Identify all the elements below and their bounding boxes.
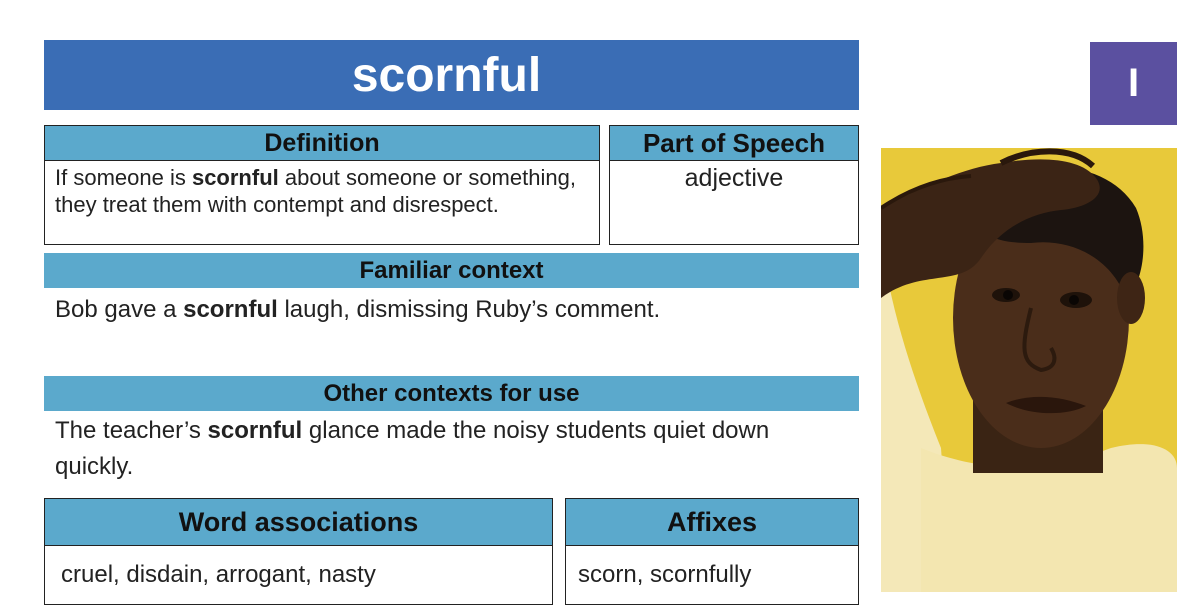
familiar-context-header xyxy=(44,253,859,288)
word-associations-value: cruel, disdain, arrogant, nasty xyxy=(61,561,376,588)
other-contexts-pre: The teacher’s xyxy=(55,417,208,444)
affixes-value: scorn, scornfully xyxy=(578,561,752,588)
familiar-context-label: Familiar context xyxy=(359,256,544,284)
familiar-context-pre: Bob gave a xyxy=(55,296,184,323)
other-contexts-keyword: scornful xyxy=(207,417,303,444)
portrait-photo xyxy=(881,148,1177,592)
definition-keyword: scornful xyxy=(191,165,279,190)
badge-letter: I xyxy=(1127,61,1140,105)
affixes-box xyxy=(565,545,859,605)
other-contexts-sentence xyxy=(55,413,845,485)
other-contexts-header xyxy=(44,376,859,411)
other-contexts-post: glance made the noisy students quiet down quickly. xyxy=(55,417,770,480)
definition-text-pre: If someone is xyxy=(55,165,192,190)
definition-box xyxy=(44,160,600,245)
familiar-context-sentence xyxy=(55,296,855,324)
word-associations-label: Word associations xyxy=(178,506,419,537)
word-title-banner xyxy=(44,40,859,110)
part-of-speech-header xyxy=(609,125,859,161)
definition-label: Definition xyxy=(264,128,380,157)
definition-text-post: about someone or something, they treat them with contempt and disrespect. xyxy=(55,165,576,217)
part-of-speech-label: Part of Speech xyxy=(642,127,826,158)
part-of-speech-value: adjective xyxy=(684,164,784,192)
familiar-context-keyword: scornful xyxy=(183,296,278,323)
affixes-header xyxy=(565,498,859,546)
familiar-context-post: laugh, dismissing Ruby’s comment. xyxy=(277,296,661,323)
part-of-speech-box xyxy=(609,160,859,245)
definition-header xyxy=(44,125,600,161)
affixes-label: Affixes xyxy=(666,506,758,537)
category-badge xyxy=(1090,42,1177,125)
other-contexts-label: Other contexts for use xyxy=(323,379,580,407)
portrait-illustration xyxy=(881,148,1177,592)
word-associations-header xyxy=(44,498,553,546)
word-associations-box xyxy=(44,545,553,605)
word-title: scornful xyxy=(351,48,542,102)
